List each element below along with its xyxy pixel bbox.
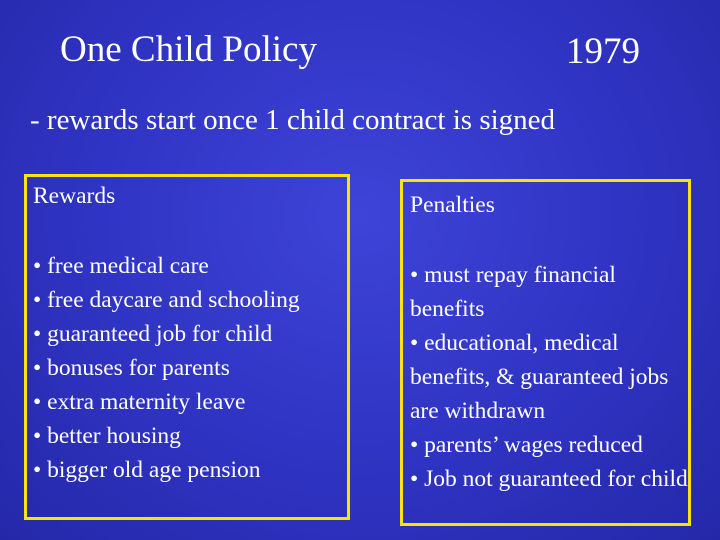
rewards-heading: Rewards xyxy=(33,183,116,209)
rewards-item: • free daycare and schooling xyxy=(33,283,347,317)
penalties-list xyxy=(410,258,688,496)
rewards-box xyxy=(24,174,350,520)
rewards-item: • better housing xyxy=(33,419,347,453)
penalties-box xyxy=(400,179,691,526)
slide-title: One Child Policy xyxy=(60,29,317,70)
slide-subtitle: - rewards start once 1 child contract is signed xyxy=(30,104,556,136)
penalties-item: • parents’ wages reduced xyxy=(410,428,688,462)
rewards-item: • free medical care xyxy=(33,249,347,283)
rewards-item: • bigger old age pension xyxy=(33,453,347,487)
penalties-item: • educational, medical benefits, & guaranteed jobs are withdrawn xyxy=(410,326,688,428)
rewards-item: • bonuses for parents xyxy=(33,351,347,385)
rewards-list xyxy=(33,249,347,487)
penalties-heading: Penalties xyxy=(410,192,495,218)
rewards-item: • guaranteed job for child xyxy=(33,317,347,351)
slide-year: 1979 xyxy=(566,31,640,72)
penalties-item: • must repay financial benefits xyxy=(410,258,688,326)
penalties-item: • Job not guaranteed for child xyxy=(410,462,688,496)
rewards-item: • extra maternity leave xyxy=(33,385,347,419)
